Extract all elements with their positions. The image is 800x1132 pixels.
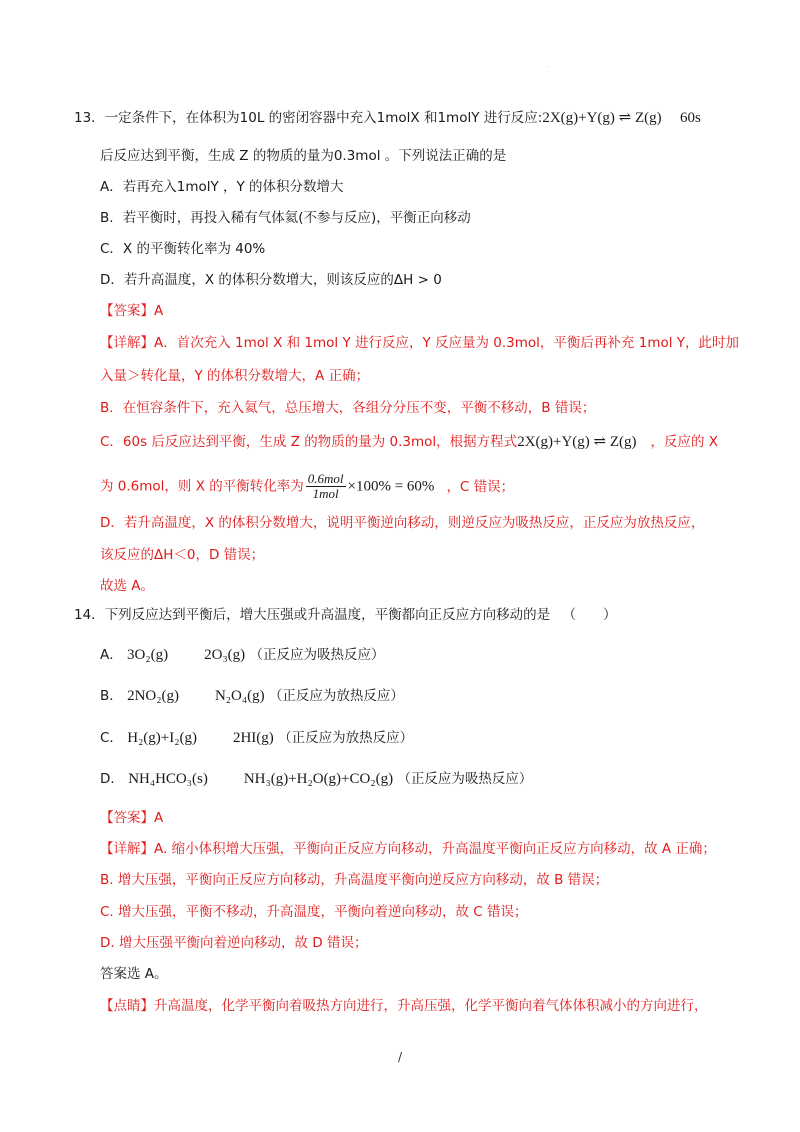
q14-option-b-product: N₂O₄(g) — [214, 688, 265, 704]
q13-explain-3: B．在恒容条件下，充入氦气，总压增大，各组分分压不变，平衡不移动，B 错误； — [100, 400, 596, 416]
q13-explain-4-tail: ，反应的 X — [650, 434, 719, 450]
q14-option-c-reactant: H₂(g)+I₂(g) — [127, 730, 197, 746]
q14-option-b — [100, 686, 404, 706]
q14-option-c-label: C． — [100, 730, 123, 746]
q14-option-d-label: D． — [100, 771, 124, 787]
q13-explain-6: D．若升高温度，X 的体积分数增大，说明平衡逆向移动，则逆反应为吸热反应，正反应为放热反应， — [100, 515, 705, 531]
q13-explain-4 — [100, 432, 718, 452]
q14-stem-text: 下列反应达到平衡后，增大压强或升高温度，平衡都向正反应方向移动的是 — [104, 607, 551, 623]
page-number: / — [398, 1050, 403, 1064]
q14-option-b-note: （正反应为放热反应） — [268, 688, 404, 704]
q14-option-d — [100, 769, 532, 789]
q13-explain-4-equation: 2X(g)+Y(g) ⇌ Z(g) — [517, 434, 637, 450]
q13-stem-line1 — [74, 108, 701, 128]
q13-time: 60s — [679, 110, 701, 126]
q13-explain-5-tail: ，C 错误； — [446, 478, 515, 495]
q14-tip: 【点睛】升高温度，化学平衡向着吸热方向进行，升高压强，化学平衡向着气体体积减小的方向进行， — [100, 998, 708, 1014]
q14-explain-5: 答案选 A。 — [100, 966, 168, 982]
conversion-fraction — [306, 472, 346, 501]
q13-explain-8: 故选 A。 — [100, 578, 155, 594]
q13-option-d: D．若升高温度，X 的体积分数增大，则该反应的ΔH > 0 — [100, 272, 442, 288]
q14-option-d-product: NH₃(g)+H₂O(g)+CO₂(g) — [243, 771, 394, 787]
q13-explain-1: 【详解】A．首次充入 1mol X 和 1mol Y 进行反应，Y 反应量为 0.3mol，平衡后再补充 1mol Y，此时加 — [100, 335, 740, 351]
q14-option-b-label: B． — [100, 688, 123, 704]
q14-option-c — [100, 728, 413, 748]
q14-explain-4: D. 增大压强平衡向着逆向移动，故 D 错误； — [100, 935, 368, 951]
fraction-denominator: 1mol — [312, 486, 339, 501]
q13-option-a: A．若再充入1molY ，Y 的体积分数增大 — [100, 179, 344, 195]
q14-explain-2: B. 增大压强，平衡向正反应方向移动，升高温度平衡向逆反应方向移动，故 B 错误； — [100, 872, 609, 888]
q14-explain-3: C. 增大压强，平衡不移动，升高温度，平衡向着逆向移动，故 C 错误； — [100, 904, 528, 920]
q13-answer: 【答案】A — [100, 303, 164, 319]
q13-stem-line2: 后反应达到平衡，生成 Z 的物质的量为0.3mol 。下列说法正确的是 — [100, 148, 507, 164]
q13-explain-4-text: C．60s 后反应达到平衡，生成 Z 的物质的量为 0.3mol，根据方程式 — [100, 434, 518, 450]
fraction-numerator: 0.6mol — [307, 471, 344, 486]
q14-option-c-note: （正反应为放热反应） — [278, 730, 414, 746]
q14-option-b-reactant: 2NO₂(g) — [127, 688, 179, 704]
q14-number: 14． — [74, 607, 105, 623]
q14-option-a-note: （正反应为吸热反应） — [249, 647, 385, 663]
q13-option-c: C．X 的平衡转化率为 40% — [100, 241, 266, 257]
q14-option-a-reactant: 3O₂(g) — [127, 647, 169, 663]
q14-option-a-product: 2O₃(g) — [204, 647, 246, 663]
q14-answer: 【答案】A — [100, 810, 164, 826]
conversion-result: ×100% = 60% — [347, 478, 435, 495]
q13-explain-5 — [100, 472, 514, 501]
q13-explain-2: 入量＞转化量，Y 的体积分数增大，A 正确； — [100, 368, 370, 384]
q14-option-c-product: 2HI(g) — [232, 730, 274, 746]
q13-explain-7: 该反应的ΔH＜0，D 错误； — [100, 547, 265, 563]
q13-number: 13． — [74, 110, 105, 126]
stray-dot: · — [546, 64, 548, 71]
q14-option-d-reactant: NH₄HCO₃(s) — [128, 771, 208, 787]
q13-stem-text: 一定条件下，在体积为10L 的密闭容器中充入1molX 和1molY 进行反应: — [104, 110, 543, 126]
q14-stem — [74, 605, 616, 625]
q14-explain-1: 【详解】A. 缩小体积增大压强，平衡向正反应方向移动，升高温度平衡向正反应方向移动，故 A 正确； — [100, 841, 716, 857]
q13-explain-5-text: 为 0.6mol，则 X 的平衡转化率为 — [100, 478, 304, 495]
q14-option-d-note: （正反应为吸热反应） — [397, 771, 533, 787]
q13-option-b: B．若平衡时，再投入稀有气体氦(不参与反应)，平衡正向移动 — [100, 210, 471, 226]
q14-option-a-label: A． — [100, 647, 123, 663]
q14-option-a — [100, 645, 384, 665]
q13-equation: 2X(g)+Y(g) ⇌ Z(g) — [542, 110, 662, 126]
q14-paren: （ ） — [562, 607, 617, 623]
